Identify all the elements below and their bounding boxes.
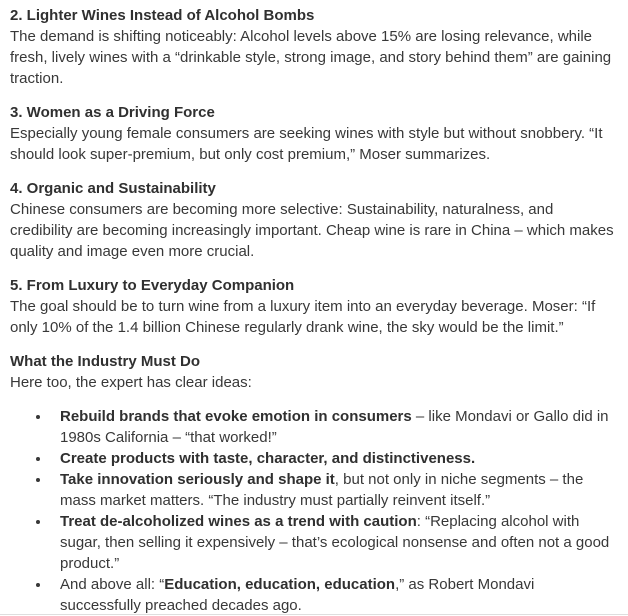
section-paragraph-industry-intro: Here too, the expert has clear ideas: bbox=[10, 374, 252, 391]
section-heading-lighter-wines: 2. Lighter Wines Instead of Alcohol Bombs bbox=[10, 7, 315, 24]
list-item-text: : “Replacing alcohol with sugar, then selling it expensively – that’s ecological nonsense and often not a good product.” bbox=[60, 513, 610, 572]
list-item bbox=[51, 448, 614, 469]
list-item-bold-text: Education, education, education bbox=[164, 576, 396, 593]
recommendations-list bbox=[10, 406, 614, 616]
section-heading-organic-sustainability: 4. Organic and Sustainability bbox=[10, 180, 216, 197]
list-item bbox=[51, 511, 614, 574]
list-item-text: And above all: “ bbox=[60, 576, 165, 593]
section-paragraph-organic-sustainability: Chinese consumers are becoming more selective: Sustainability, naturalness, and credibility are becoming increasingly important. Cheap wine is rare in China – which makes quality and image even more crucial. bbox=[10, 201, 614, 260]
list-item-text: – like Mondavi or Gallo did in 1980s California – “that worked!” bbox=[60, 408, 609, 446]
list-item-bold-text: Create products with taste, character, and distinctiveness. bbox=[60, 450, 476, 467]
section-paragraph-luxury-everyday: The goal should be to turn wine from a luxury item into an everyday beverage. Moser: “If only 10% of the 1.4 billion Chinese regularly drank wine, the sky would be the limit.” bbox=[10, 298, 596, 336]
list-item-text: ,” as Robert Mondavi successfully preached decades ago. bbox=[60, 576, 535, 614]
section-heading-luxury-everyday: 5. From Luxury to Everyday Companion bbox=[10, 277, 295, 294]
section-heading-industry-must-do: What the Industry Must Do bbox=[10, 353, 200, 370]
section-heading-women-driving-force: 3. Women as a Driving Force bbox=[10, 104, 215, 121]
list-item bbox=[51, 406, 614, 448]
list-item-bold-text: Treat de-alcoholized wines as a trend with caution bbox=[60, 513, 417, 530]
section-paragraph-lighter-wines: The demand is shifting noticeably: Alcohol levels above 15% are losing relevance, while fresh, lively wines with a “drinkable style, strong image, and story behind them” are gaining traction. bbox=[10, 28, 612, 87]
list-item bbox=[51, 574, 614, 616]
section-paragraph-women-driving-force: Especially young female consumers are seeking wines with style but without snobbery. “It should look super-premium, but only cost premium,” Moser summarizes. bbox=[10, 125, 603, 163]
list-item-text: , but not only in niche segments – the mass market matters. “The industry must partially reinvent itself.” bbox=[60, 471, 584, 509]
list-item bbox=[51, 469, 614, 511]
list-item-bold-text: Take innovation seriously and shape it bbox=[60, 471, 335, 488]
list-item-bold-text: Rebuild brands that evoke emotion in consumers bbox=[60, 408, 412, 425]
